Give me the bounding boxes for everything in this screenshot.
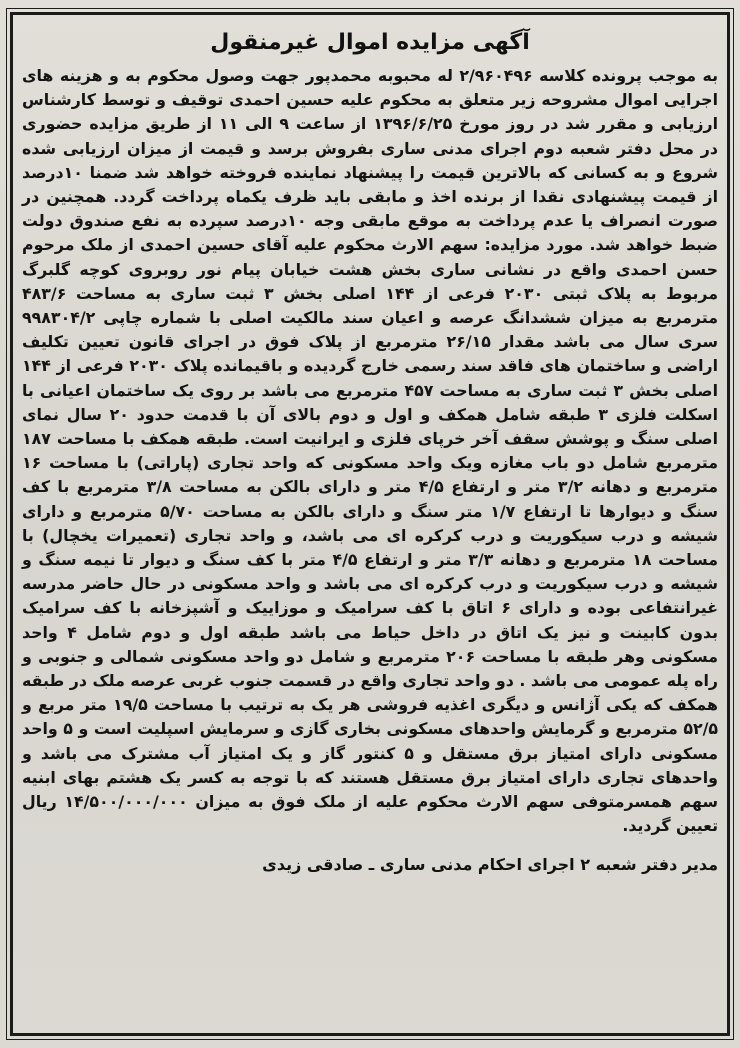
notice-signature: مدیر دفتر شعبه ۲ اجرای احکام مدنی ساری ـ صادقی زیدی: [262, 854, 718, 874]
notice-body: به موجب پرونده کلاسه ۲/۹۶۰۴۹۶ له محبوبه محمدپور جهت وصول محکوم به و هزینه های اجرایی اموال مشروحه زیر متعلق به محکوم علیه حسین احمدی توقیف و توسط کارشناس ارزیابی و مقرر شد در روز مورخ ۱۳۹۶/۶/۲۵ از ساعت ۹ الی ۱۱ از طریق مزایده حضوری در محل دفتر شعبه دوم اجرای مدنی ساری بفروش برسد و قیمت از میزان ارزیابی شده شروع و به کسانی که بالاترین قیمت را پیشنهاد نماینده فروخته خواهد شد ضمنا ۱۰درصد از قیمت پیشنهادی نقدا از برنده اخذ و مابقی باید ظرف یکماه پرداخت گردد. همچنین در صورت انصراف یا عدم پرداخت به موقع مابقی وجه ۱۰درصد سپرده به نفع صندوق دولت ضبط خواهد شد. مورد مزایده: سهم الارث محکوم علیه آقای حسین احمدی از ملک مرحوم حسن احمدی واقع در نشانی ساری بخش هشت خیابان پیام نور روبروی کوچه گلبرگ مربوط به پلاک ثبتی ۲۰۳۰ فرعی از ۱۴۴ اصلی بخش ۳ ثبت ساری به مساحت ۴۸۳/۶ مترمربع به میزان ششدانگ عرصه و اعیان سند مالکیت اصلی با شماره چاپی ۹۹۸۳۰۴/۲ سری سال می باشد مقدار ۲۶/۱۵ مترمربع از پلاک فوق در اجرای قانون تعیین تکلیف اراضی و ساختمان های فاقد سند رسمی خارج گردیده و باقیمانده پلاک ۲۰۳۰ فرعی از ۱۴۴ اصلی بخش ۳ ثبت ساری به مساحت ۴۵۷ مترمربع می باشد بر روی یک ساختمان اعیانی با اسکلت فلزی ۳ طبقه شامل همکف و اول و دوم بالای آن با قدمت حدود ۲۰ سال نمای اصلی سنگ و پوشش سقف آخر خرپای فلزی و ایرانیت است. طبقه همکف با مساحت ۱۸۷ مترمربع شامل دو باب مغازه ویک واحد مسکونی که واحد تجاری (پاراتی) با مساحت ۱۶ مترمربع و دهانه ۳/۲ متر و ارتفاع ۴/۵ متر و دارای بالکن به مساحت ۳/۸ مترمربع با کف سنگ و دیوارها تا ارتفاع ۱/۷ متر سنگ و دارای بالکن به مساحت ۵/۷۰ مترمربع و دارای شیشه و درب سیکوریت و درب کرکره ای می باشد، و واحد تجاری (تعمیرات یخچال) با مساحت ۱۸ مترمربع و دهانه ۳/۳ متر و ارتفاع ۴/۵ متر با کف سنگ و دیوار تا نیمه سنگ و شیشه و درب سیکوریت و درب کرکره ای می باشد و واحد مسکونی در حال حاضر مدرسه غیرانتفاعی بوده و دارای ۶ اتاق با کف سرامیک و موزاییک و آشپزخانه با کف سرامیک بدون کابینت و نیز یک اتاق در داخل حیاط می باشد طبقه اول و دوم شامل ۴ واحد مسکونی وهر طبقه با مساحت ۲۰۶ مترمربع و شامل دو واحد مسکونی شمالی و جنوبی و راه پله عمومی می باشد . دو واحد تجاری واقع در قسمت جنوب غربی عرصه ملک در طبقه همکف که یکی آژانس و دیگری اغذیه فروشی هر یک به ترتیب با مساحت ۱۹/۵ متر مربع و ۵۲/۵ مترمربع و گرمایش واحدهای مسکونی بخاری گازی و سرمایش اسپلیت است و ۵ واحد مسکونی دارای امتیاز برق مستقل و ۵ کنتور گاز و یک امتیاز آب مشترک می باشد و واحدهای تجاری دارای امتیاز برق مستقل هستند که با توجه به کسر یک هشتم بهای ابنیه سهم همسرمتوفی سهم الارث محکوم علیه از ملک فوق به میزان ۱۴/۵۰۰/۰۰۰/۰۰۰ ریال تعیین گردید.: [22, 66, 719, 836]
notice-content: [18, 26, 722, 1026]
notice-title: آگهی مزایده اموال غیرمنقول: [210, 30, 530, 55]
